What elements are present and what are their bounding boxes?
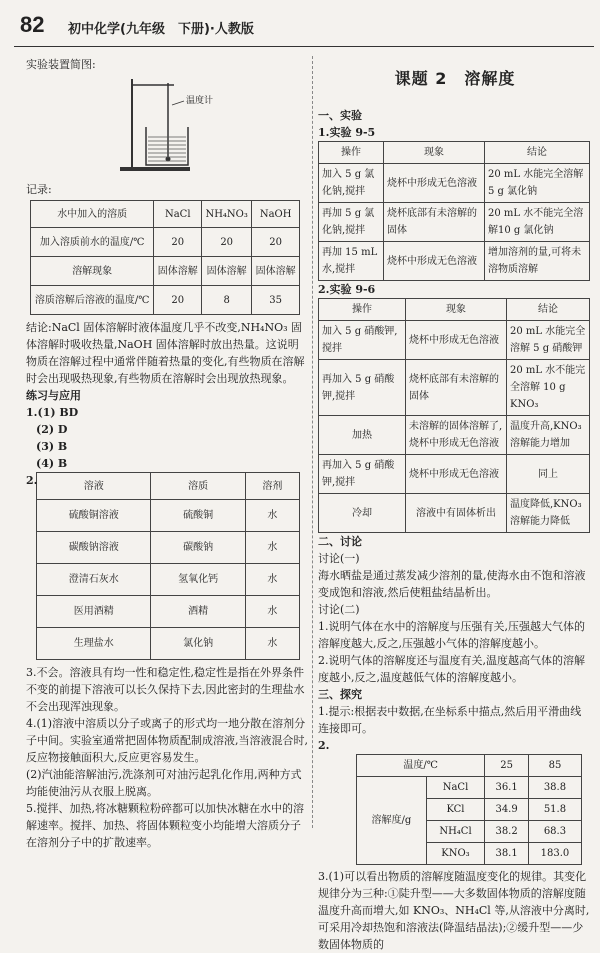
table-cell: 38.2 [485, 821, 529, 843]
table-cell: 烧杯中形成无色溶液 [406, 455, 507, 494]
header-rule [14, 46, 594, 47]
experiment-9-5-table [318, 141, 590, 281]
table-cell: 溶质溶解后溶液的温度/℃ [31, 286, 154, 315]
table-row [357, 777, 582, 799]
table-cell: 氢氧化钙 [151, 564, 245, 596]
experiment-9-5-label: 1.实验 9-5 [318, 126, 376, 139]
table-header-row [357, 755, 582, 777]
left-column [26, 56, 308, 851]
answer-1-2: (2) D [36, 423, 68, 436]
discussion-1-text: 海水晒盐是通过蒸发减少溶剂的量,使海水由不饱和溶液变成饱和溶液,然后使粗盐结晶析出。 [318, 569, 586, 599]
answer-4b: (2)汽油能溶解油污,洗涤剂可对油污起乳化作用,两种方式均能使油污从衣服上脱离。 [26, 768, 302, 798]
section-experiment: 一、实验 [318, 109, 362, 122]
table-cell: 再加 5 g 氯化钠,搅拌 [319, 203, 384, 242]
table-cell: NaCl [426, 777, 485, 799]
table-header-cell: 25 [485, 755, 529, 777]
apparatus-label: 实验装置简图: [26, 58, 96, 71]
table-cell: 同上 [507, 455, 590, 494]
table-cell: 38.8 [528, 777, 581, 799]
table-row [37, 628, 300, 660]
table-cell: 温度降低,KNO₃ 溶解能力降低 [507, 494, 590, 533]
table-cell: 20 [252, 228, 300, 257]
table-row [319, 164, 590, 203]
table-cell: 20 mL 水能完全溶解 5 g 硝酸钾 [507, 321, 590, 360]
page-number: 82 [20, 12, 45, 37]
table-header-cell: NaOH [252, 201, 300, 228]
right-column [318, 56, 592, 953]
table-cell: 加入 5 g 氯化钠,搅拌 [319, 164, 384, 203]
table-header-row [319, 299, 590, 321]
table-header-cell: 溶剂 [245, 473, 299, 500]
table-cell: 20 [154, 286, 202, 315]
table-cell: 医用酒精 [37, 596, 151, 628]
table-cell: 38.1 [485, 843, 529, 865]
table-row [31, 257, 300, 286]
table-header-cell: 现象 [406, 299, 507, 321]
thermometer-label: 温度计 [186, 96, 214, 106]
practice-title: 练习与应用 [26, 389, 81, 402]
table-cell: 水 [245, 500, 299, 532]
table-header-cell: 溶质 [151, 473, 245, 500]
table-cell: 20 mL 水能完全溶解 5 g 氯化钠 [485, 164, 590, 203]
table-cell: 氯化钠 [151, 628, 245, 660]
table-cell: 加入溶质前水的温度/℃ [31, 228, 154, 257]
table-cell: 碳酸钠溶液 [37, 532, 151, 564]
table-cell: KCl [426, 799, 485, 821]
table-header-row [37, 473, 300, 500]
table-cell: 固体溶解 [202, 257, 252, 286]
answer-5: 5.搅拌、加热,将冰糖颗粒粉碎都可以加快冰糖在水中的溶解速率。搅拌、加热、将固体颗粒变小均能增大溶质分子在溶剂分子中的扩散速率。 [26, 802, 304, 849]
table-cell: 澄清石灰水 [37, 564, 151, 596]
table-cell: 水 [245, 628, 299, 660]
discussion-2-point-1: 1.说明气体在水中的溶解度与压强有关,压强越大气体的溶解度越大,反之,压强越小气体的溶解度越小。 [318, 620, 585, 650]
explore-3-text: 3.(1)可以看出物质的溶解度随温度变化的规律。其变化规律分为三种:①陡升型——大多数固体物质的溶解度随温度升高而增大,如 KNO₃、NH₄Cl 等,从溶液中分离时,可采用冷却热饱和溶液法(降温结晶法);②缓升型——少数固体物质的 [318, 870, 590, 951]
experiment-9-6-table [318, 298, 590, 533]
table-cell: 生理盐水 [37, 628, 151, 660]
dissolution-temp-table [30, 200, 300, 315]
table-cell: 加入 5 g 硝酸钾,搅拌 [319, 321, 406, 360]
table-cell: 溶解现象 [31, 257, 154, 286]
section-discussion: 二、讨论 [318, 535, 362, 548]
record-label: 记录: [26, 183, 52, 196]
apparatus-diagram [116, 75, 226, 175]
table-cell: 碳酸钠 [151, 532, 245, 564]
table-cell: 固体溶解 [252, 257, 300, 286]
table-cell: 烧杯底部有未溶解的固体 [406, 360, 507, 416]
table-cell: 8 [202, 286, 252, 315]
table-cell: 34.9 [485, 799, 529, 821]
table-row [319, 203, 590, 242]
discussion-2-point-2: 2.说明气体的溶解度还与温度有关,温度越高气体的溶解度越小,反之,温度越低气体的溶解度越小。 [318, 654, 585, 684]
conclusion-text: 结论:NaCl 固体溶解时液体温度几乎不改变,NH₄NO₃ 固体溶解时吸收热量,NaOH 固体溶解时放出热量。这说明物质在溶解过程中通常伴随着热量的变化,有些物质在溶解时会出现吸热现象,有些物质在溶解时会出现放热现象。 [26, 321, 305, 385]
table-cell: 68.3 [528, 821, 581, 843]
table-header-cell: 溶液 [37, 473, 151, 500]
answer-3: 3.不会。溶液具有均一性和稳定性,稳定性是指在外界条件不变的前提下溶液可以长久保持下去,因此密封的生理盐水不会出现浑浊现象。 [26, 666, 305, 713]
table-row [31, 228, 300, 257]
question-2-label: 2. [26, 474, 38, 487]
table-cell: 烧杯中形成无色溶液 [406, 321, 507, 360]
table-cell: 加热 [319, 416, 406, 455]
table-cell: 再加入 5 g 硝酸钾,搅拌 [319, 360, 406, 416]
explore-2-label: 2. [318, 739, 330, 752]
table-cell: 20 [202, 228, 252, 257]
table-header-cell: 操作 [319, 299, 406, 321]
table-header-cell: 85 [528, 755, 581, 777]
answer-4a: 4.(1)溶液中溶质以分子或离子的形式均一地分散在溶剂分子中间。实验室通常把固体物质配制成溶液,当溶液混合时,反应物接触面积大,反应更容易发生。 [26, 717, 308, 764]
table-header-cell: 结论 [485, 142, 590, 164]
table-row [319, 321, 590, 360]
table-cell: 36.1 [485, 777, 529, 799]
page-header [14, 8, 594, 44]
table-header-cell: NaCl [154, 201, 202, 228]
table-cell: 溶液中有固体析出 [406, 494, 507, 533]
table-cell: KNO₃ [426, 843, 485, 865]
table-cell: 酒精 [151, 596, 245, 628]
table-cell: 20 [154, 228, 202, 257]
explore-1-text: 1.提示:根据表中数据,在坐标系中描点,然后用平滑曲线连接即可。 [318, 705, 582, 735]
temperature-label: 温度/℃ [357, 755, 485, 777]
table-cell: 水 [245, 564, 299, 596]
table-cell: 硫酸铜 [151, 500, 245, 532]
table-cell: 20 mL 水不能完全溶解 10 g KNO₃ [507, 360, 590, 416]
table-cell: 温度升高,KNO₃ 溶解能力增加 [507, 416, 590, 455]
table-row [37, 532, 300, 564]
table-header-row [31, 201, 300, 228]
table-cell: 再加入 5 g 硝酸钾,搅拌 [319, 455, 406, 494]
table-row [319, 416, 590, 455]
table-row [37, 564, 300, 596]
table-cell: 烧杯中形成无色溶液 [384, 164, 485, 203]
discussion-2-label: 讨论(二) [318, 603, 360, 616]
table-cell: 烧杯底部有未溶解的固体 [384, 203, 485, 242]
table-row [319, 242, 590, 281]
apparatus-image [116, 75, 226, 175]
table-row [319, 455, 590, 494]
solubility-label: 溶解度/g [357, 777, 427, 865]
table-cell: 冷却 [319, 494, 406, 533]
table-cell: 183.0 [528, 843, 581, 865]
table-header-cell: 水中加入的溶质 [31, 201, 154, 228]
answer-1-3: (3) B [36, 440, 68, 453]
table-cell: 20 mL 水不能完全溶解10 g 氯化钠 [485, 203, 590, 242]
table-row [37, 596, 300, 628]
table-cell: 固体溶解 [154, 257, 202, 286]
table-cell: 35 [252, 286, 300, 315]
solubility-table [356, 754, 582, 865]
column-divider [312, 56, 313, 828]
answer-1-1: 1.(1) BD [26, 406, 79, 419]
table-cell: 水 [245, 532, 299, 564]
table-cell: 水 [245, 596, 299, 628]
table-cell: 未溶解的固体溶解了,烧杯中形成无色溶液 [406, 416, 507, 455]
experiment-9-6-label: 2.实验 9-6 [318, 283, 376, 296]
table-row [319, 360, 590, 416]
table-header-row [319, 142, 590, 164]
table-row [319, 494, 590, 533]
table-cell: 增加溶剂的量,可将未溶物质溶解 [485, 242, 590, 281]
table-header-cell: NH₄NO₃ [202, 201, 252, 228]
table-cell: 51.8 [528, 799, 581, 821]
solution-components-table [36, 472, 300, 660]
table-header-cell: 结论 [507, 299, 590, 321]
table-row [37, 500, 300, 532]
table-header-cell: 现象 [384, 142, 485, 164]
lesson-title: 课题 2 溶解度 [394, 69, 516, 88]
table-cell: 硫酸铜溶液 [37, 500, 151, 532]
discussion-1-label: 讨论(一) [318, 552, 360, 565]
book-title: 初中化学(九年级 下册)·人教版 [68, 22, 254, 37]
table-cell: 再加 15 mL 水,搅拌 [319, 242, 384, 281]
table-cell: 烧杯中形成无色溶液 [384, 242, 485, 281]
table-row [31, 286, 300, 315]
section-explore: 三、探究 [318, 688, 362, 701]
table-header-cell: 操作 [319, 142, 384, 164]
table-cell: NH₄Cl [426, 821, 485, 843]
answer-1-4: (4) B [36, 457, 68, 470]
